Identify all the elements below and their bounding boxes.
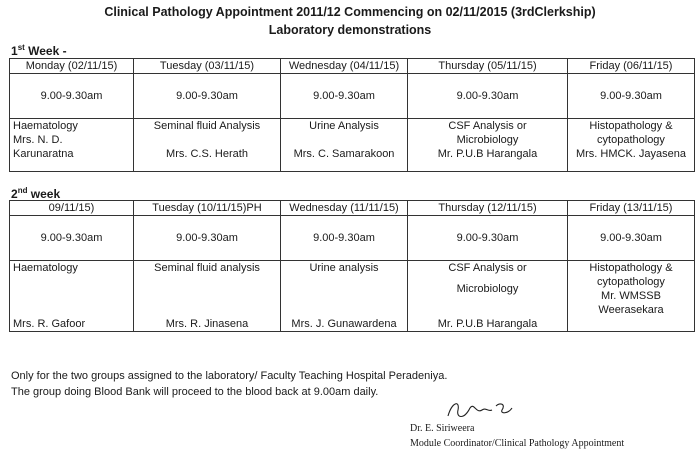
session-topic: CSF Analysis or — [448, 120, 527, 132]
session-cell — [134, 261, 281, 332]
session-topic: CSF Analysis or — [448, 262, 527, 274]
time-cell: 9.00-9.30am — [134, 216, 281, 261]
time-row — [10, 216, 695, 261]
session-cell — [281, 261, 408, 332]
session-topic-line2: cytopathology — [597, 276, 665, 288]
time-cell: 9.00-9.30am — [281, 216, 408, 261]
session-cell — [408, 261, 568, 332]
session-row — [10, 261, 695, 332]
time-cell: 9.00-9.30am — [134, 74, 281, 119]
session-cell — [134, 119, 281, 172]
day-header: Thursday (05/11/15) — [408, 59, 568, 74]
session-topic: Seminal fluid Analysis — [153, 120, 261, 132]
day-header: Thursday (12/11/15) — [408, 201, 568, 216]
session-topic-line2: Microbiology — [456, 283, 519, 295]
day-header: Tuesday (10/11/15)PH — [134, 201, 281, 216]
day-header: Friday (13/11/15) — [568, 201, 695, 216]
time-cell: 9.00-9.30am — [408, 74, 568, 119]
session-cell — [10, 119, 134, 172]
week-2-schedule-table — [9, 200, 695, 332]
time-row — [10, 74, 695, 119]
session-cell — [408, 119, 568, 172]
session-instructor: Mrs. C. Samarakoon — [293, 148, 395, 160]
week-1-heading: 1st Week - — [11, 43, 67, 58]
time-cell: 9.00-9.30am — [568, 216, 695, 261]
time-cell: 9.00-9.30am — [10, 216, 134, 261]
session-cell — [281, 119, 408, 172]
session-instructor: Karunaratna — [13, 148, 74, 160]
day-header: Tuesday (03/11/15) — [134, 59, 281, 74]
session-topic-line2: Microbiology — [456, 134, 519, 146]
session-instructor: Mrs. C.S. Herath — [166, 148, 248, 160]
time-cell: 9.00-9.30am — [10, 74, 134, 119]
session-cell — [568, 261, 695, 332]
page-subtitle: Laboratory demonstrations — [268, 23, 432, 37]
page-title: Clinical Pathology Appointment 2011/12 Commencing on 02/11/2015 (3rdClerkship) — [104, 5, 596, 19]
day-header: Wednesday (04/11/15) — [281, 59, 408, 74]
note-line-1: Only for the two groups assigned to the laboratory/ Faculty Teaching Hospital Peradeniya. — [11, 370, 448, 382]
session-topic: Histopathology & — [589, 262, 673, 274]
time-cell: 9.00-9.30am — [281, 74, 408, 119]
session-instructor: Mrs. HMCK. Jayasena — [575, 148, 687, 160]
table-header-row — [10, 201, 695, 216]
session-topic: Urine Analysis — [309, 120, 379, 132]
time-cell: 9.00-9.30am — [408, 216, 568, 261]
session-cell — [568, 119, 695, 172]
session-topic-line3: Mr. WMSSB — [601, 290, 661, 302]
session-cell — [10, 261, 134, 332]
session-instructor: Mr. P.U.B Harangala — [437, 318, 538, 330]
session-topic-line2: Mrs. N. D. — [13, 134, 63, 146]
session-topic: Urine analysis — [309, 262, 379, 274]
day-header: Wednesday (11/11/15) — [281, 201, 408, 216]
session-topic: Seminal fluid analysis — [154, 262, 260, 274]
session-instructor: Mrs. J. Gunawardena — [291, 318, 397, 330]
session-instructor: Weerasekara — [598, 304, 664, 316]
session-row — [10, 119, 695, 172]
session-instructor: Mrs. R. Jinasena — [165, 318, 249, 330]
session-topic-line2: cytopathology — [597, 134, 665, 146]
session-topic: Histopathology & — [589, 120, 673, 132]
time-cell: 9.00-9.30am — [568, 74, 695, 119]
note-line-2: The group doing Blood Bank will proceed to the blood back at 9.00am daily. — [11, 386, 379, 398]
signatory-name: Dr. E. Siriweera — [410, 423, 475, 434]
session-instructor: Mrs. R. Gafoor — [13, 318, 86, 330]
session-topic: Haematology — [13, 120, 78, 132]
session-topic: Haematology — [13, 262, 78, 274]
day-header: 09/11/15) — [10, 201, 134, 216]
table-header-row — [10, 59, 695, 74]
session-instructor: Mr. P.U.B Harangala — [437, 148, 538, 160]
week-1-schedule-table — [9, 58, 695, 172]
week-2-heading: 2nd week — [11, 186, 61, 201]
signatory-role: Module Coordinator/Clinical Pathology Appointment — [410, 438, 625, 449]
day-header: Monday (02/11/15) — [10, 59, 134, 74]
day-header: Friday (06/11/15) — [568, 59, 695, 74]
